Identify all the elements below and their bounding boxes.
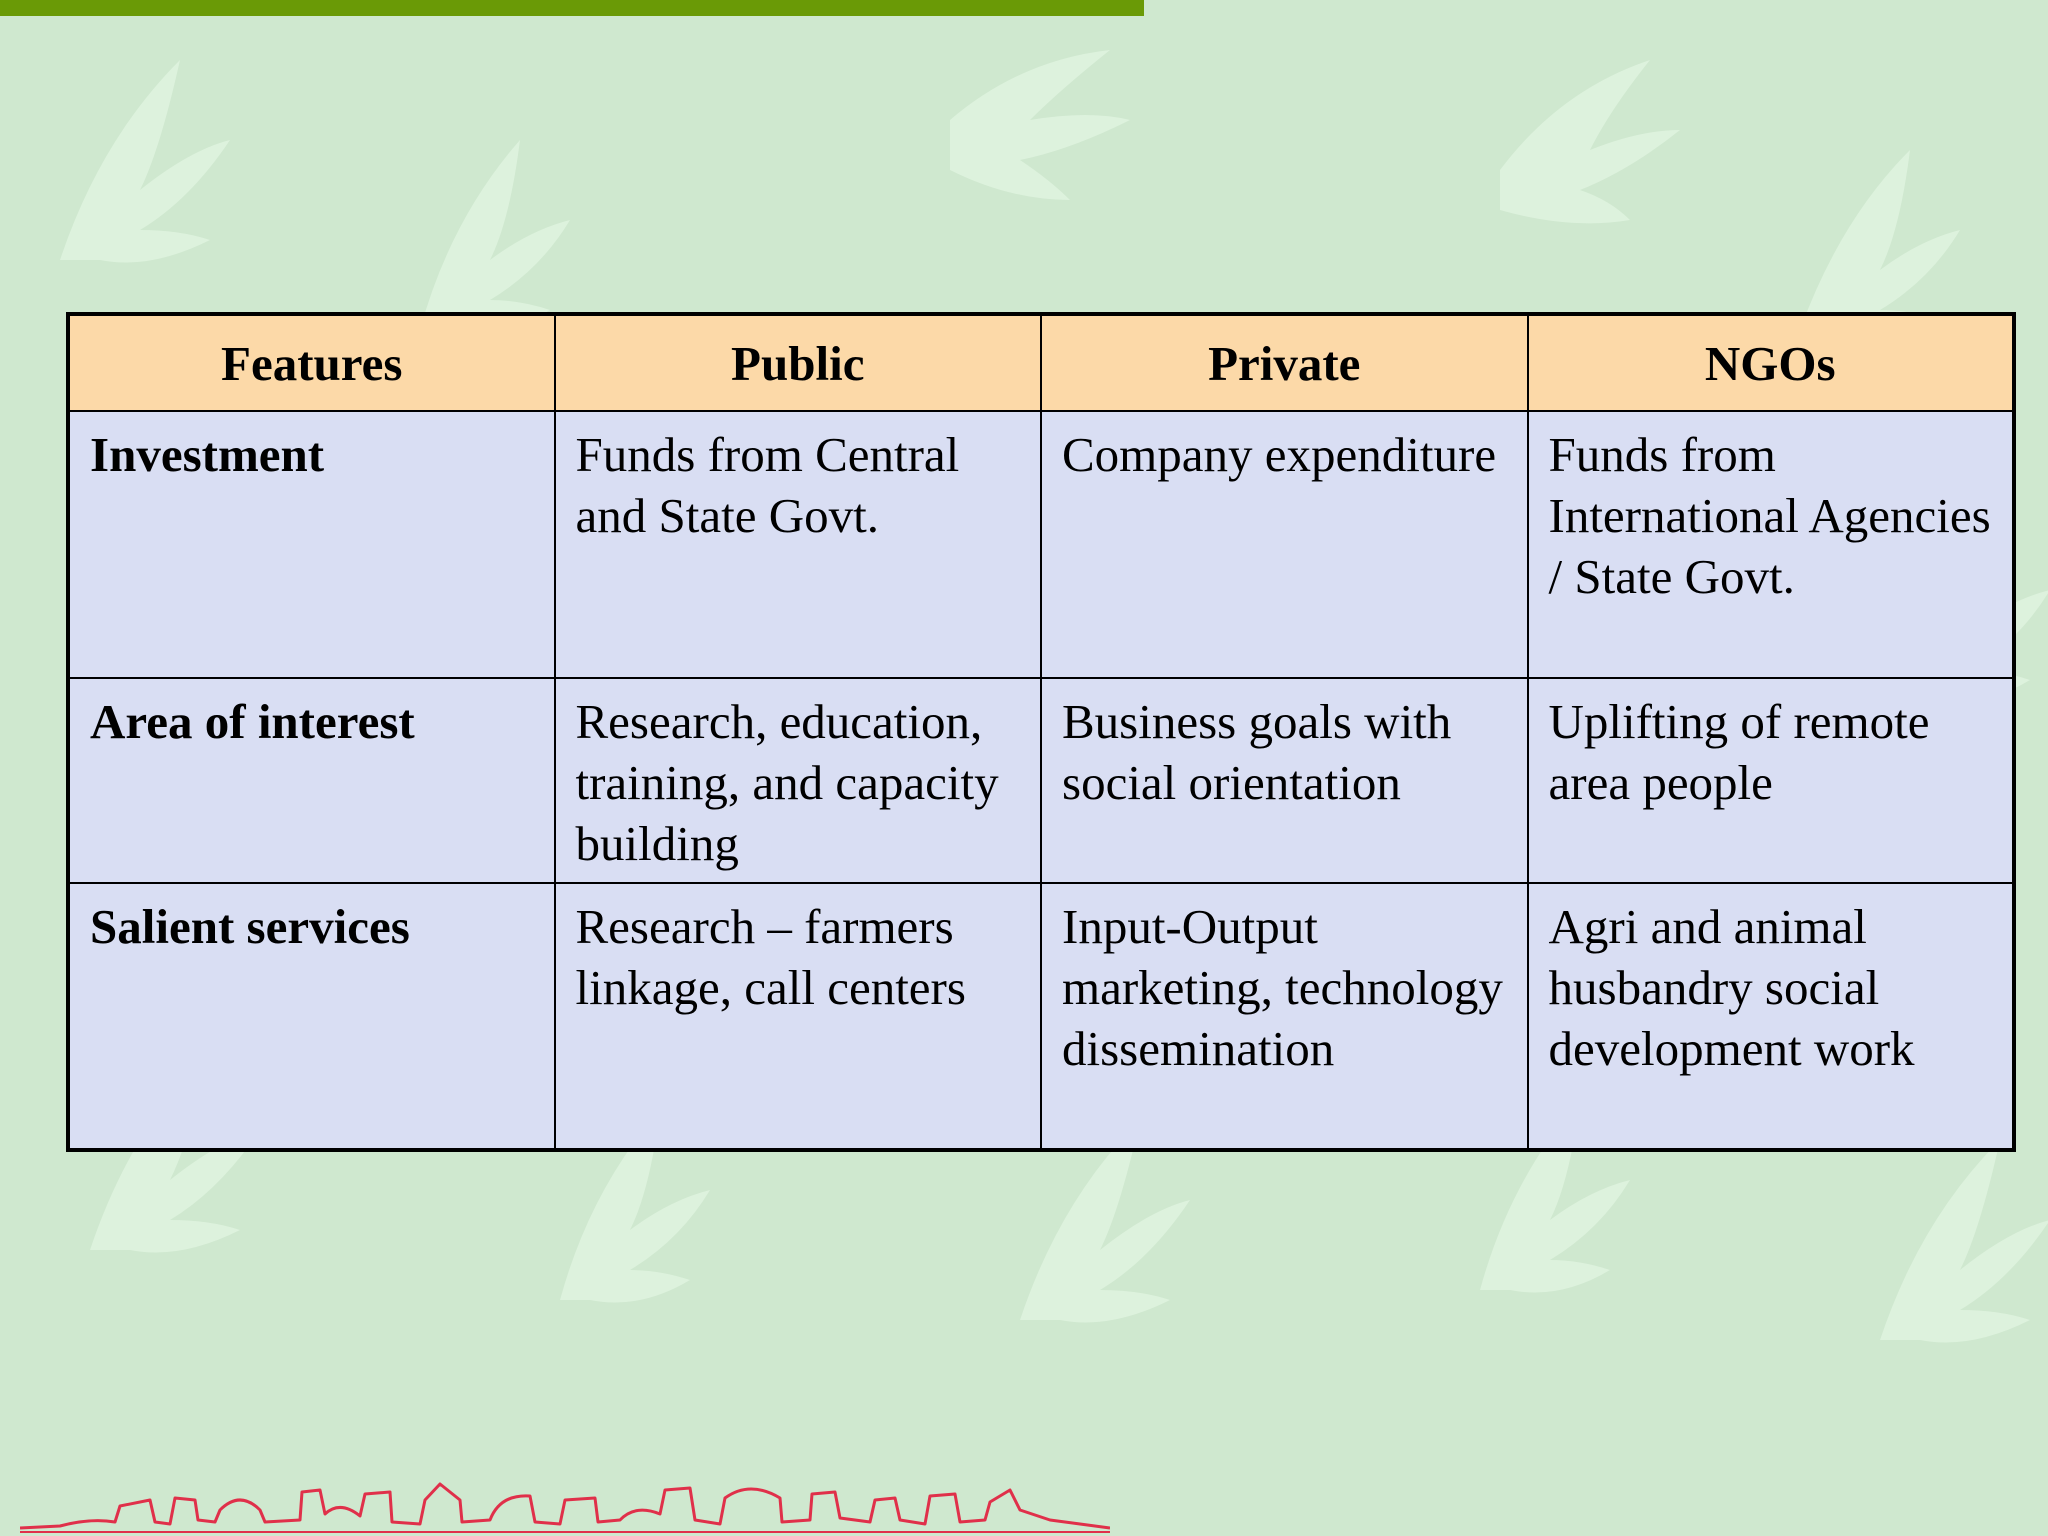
cell-public: Research – farmers linkage, call centers bbox=[555, 883, 1042, 1150]
cell-private: Company expenditure bbox=[1041, 411, 1528, 678]
cell-ngos: Funds from International Agencies / State Govt. bbox=[1528, 411, 2015, 678]
header-private: Private bbox=[1041, 314, 1528, 411]
table-header-row bbox=[68, 314, 2014, 411]
top-accent-bar bbox=[0, 0, 1144, 16]
row-label-area-of-interest: Area of interest bbox=[68, 678, 555, 883]
cell-public: Funds from Central and State Govt. bbox=[555, 411, 1042, 678]
cell-ngos: Uplifting of remote area people bbox=[1528, 678, 2015, 883]
cell-public: Research, education, training, and capacity building bbox=[555, 678, 1042, 883]
cell-private: Business goals with social orientation bbox=[1041, 678, 1528, 883]
table-row bbox=[68, 411, 2014, 678]
row-label-salient-services: Salient services bbox=[68, 883, 555, 1150]
header-features: Features bbox=[68, 314, 555, 411]
row-label-investment: Investment bbox=[68, 411, 555, 678]
table-row bbox=[68, 678, 2014, 883]
header-ngos: NGOs bbox=[1528, 314, 2015, 411]
cell-ngos: Agri and animal husbandry social development work bbox=[1528, 883, 2015, 1150]
header-public: Public bbox=[555, 314, 1042, 411]
comparison-table bbox=[66, 312, 2016, 1152]
table-row bbox=[68, 883, 2014, 1150]
cell-private: Input-Output marketing, technology dissemination bbox=[1041, 883, 1528, 1150]
village-skyline-decoration bbox=[20, 1470, 1110, 1536]
